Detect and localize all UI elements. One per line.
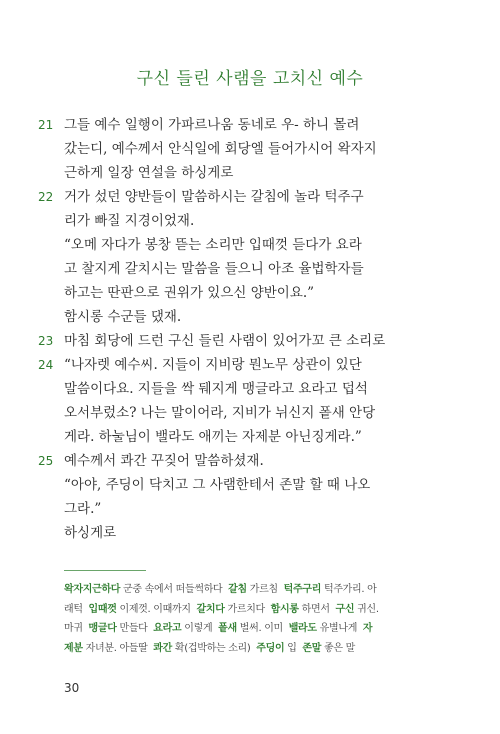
- verse-number: 21: [38, 118, 54, 132]
- glossary-term: 밸라도: [288, 623, 317, 634]
- glossary-definition: 유별나게: [316, 623, 363, 634]
- scripture-body: [38, 113, 420, 545]
- glossary-term: 함시롱: [270, 603, 299, 615]
- verse-line: 고 찰지게 갈치시는 말씀을 들으니 아조 율법학자들: [64, 261, 364, 277]
- verse-line: 예수께서 콰간 꾸짖어 말씀하셨재.: [64, 453, 264, 469]
- glossary-term: 입때껏: [88, 603, 117, 615]
- verse-number: 22: [38, 190, 54, 204]
- verse-line: “오메 자다가 봉창 뜯는 소리만 입때껏 듣다가 요라: [64, 237, 362, 253]
- verse-number: 25: [38, 454, 54, 468]
- glossary-definition: 하면서: [298, 603, 336, 615]
- verse-number: 23: [38, 334, 54, 348]
- verse-line: 그라.”: [64, 501, 102, 517]
- verse-line: 그들 예수 일행이 가파르나움 동네로 우- 하니 몰려: [64, 117, 360, 133]
- glossary-term: 요라고: [153, 623, 182, 634]
- verse-line: 하싱게로: [64, 525, 117, 541]
- glossary-definition: 확(겁박하는 소리): [172, 642, 257, 654]
- page-number: 30: [64, 681, 80, 695]
- verse-number: 24: [38, 358, 54, 372]
- glossary-term: 자: [362, 623, 373, 634]
- glossary-line: [64, 580, 444, 600]
- glossary-definition: 래턱: [64, 603, 89, 615]
- glossary-definition: 벌써. 이미: [236, 623, 289, 634]
- glossary-term: 왁자지근하다: [64, 584, 121, 595]
- verse-line: 말씀이다요. 지들을 싹 뒈지게 맹글라고 요라고 덥석: [64, 381, 368, 397]
- verse-line: 거가 섰던 양반들이 말씀하시는 갈침에 놀라 턱주구: [64, 189, 364, 205]
- glossary-term: 존말: [302, 642, 322, 654]
- glossary-definition: 가르침: [246, 584, 284, 595]
- glossary-term: 퐅새: [218, 623, 237, 634]
- glossary-definition: 이렇게: [181, 623, 219, 634]
- glossary-term: 제분: [64, 642, 83, 654]
- verse-line: “아야, 주딩이 닥치고 그 사램한테서 존말 할 때 나오: [64, 477, 371, 493]
- verse-line: 오서부렀소? 나는 말이어라, 지비가 뉘신지 퐅새 안당: [64, 405, 376, 421]
- glossary-term: 갈치다: [196, 603, 225, 615]
- verse-line: 근하게 일장 연설을 하싱게로: [64, 165, 234, 181]
- verse-line: 갔는디, 예수께서 안식일에 회당엘 들어가시어 왁자지: [64, 141, 377, 157]
- glossary-definition: 자녀분. 아들딸: [82, 642, 154, 654]
- glossary-footnote: [64, 580, 444, 658]
- glossary-term: 갈침: [228, 584, 247, 595]
- verse-line: 마침 회당에 드런 구신 들린 사램이 있어가꼬 큰 소리로: [64, 333, 386, 349]
- footnote-divider: [64, 570, 146, 571]
- glossary-term: 콰간: [153, 642, 173, 654]
- verse-24: [38, 353, 420, 449]
- glossary-definition: 턱주가리. 아: [321, 584, 377, 595]
- verse-line: 하고는 딴판으로 권위가 있으신 양반이요.”: [64, 285, 315, 301]
- verse-line: 게라. 하눌님이 밸라도 애끼는 자제분 아닌징게라.”: [64, 429, 362, 445]
- verse-25: [38, 449, 420, 545]
- glossary-term: 구신: [335, 603, 355, 615]
- glossary-definition: 만들다: [116, 623, 154, 634]
- glossary-definition: 가르치다: [224, 603, 271, 615]
- glossary-line: [64, 619, 444, 639]
- glossary-line: [64, 639, 444, 659]
- glossary-definition: 이제껏. 이때까지: [116, 603, 197, 615]
- glossary-term: 주딩이: [256, 642, 285, 654]
- glossary-line: [64, 600, 444, 620]
- verse-22: [38, 185, 420, 329]
- verse-21: [38, 113, 420, 185]
- verse-line: 함시롱 수군들 댔재.: [64, 309, 182, 325]
- glossary-definition: 귀신.: [354, 603, 379, 615]
- glossary-term: 턱주구리: [283, 584, 322, 595]
- verse-23: [38, 329, 420, 353]
- verse-line: 리가 빠질 지경이었재.: [64, 213, 195, 229]
- section-title: 구신 들린 사램을 고치신 예수: [136, 69, 364, 89]
- glossary-definition: 군중 속에서 떠들썩하다: [120, 584, 229, 595]
- glossary-definition: 입: [284, 642, 303, 654]
- glossary-definition: 좋은 말: [321, 642, 355, 654]
- glossary-definition: 마귀: [64, 623, 89, 634]
- verse-line: “나자렛 예수씨. 지들이 지비랑 뭔노무 상관이 있단: [64, 357, 362, 373]
- glossary-term: 맹글다: [88, 623, 117, 634]
